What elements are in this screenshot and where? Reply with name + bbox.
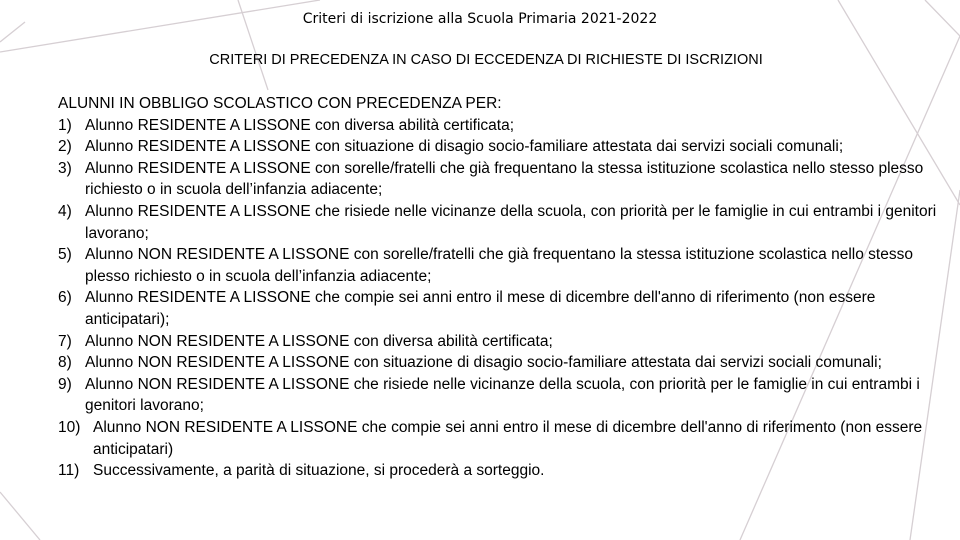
criteria-text: Alunno RESIDENTE A LISSONE con situazione di disagio socio-familiare attestata dai servizi sociali comunali; <box>85 138 844 156</box>
criteria-number: 11) <box>58 462 80 480</box>
criteria-text: Successivamente, a parità di situazione, si procederà a sorteggio. <box>93 462 545 480</box>
criteria-item <box>58 287 938 330</box>
criteria-item <box>58 136 938 158</box>
criteria-item <box>58 460 938 482</box>
criteria-number: 1) <box>58 116 72 134</box>
criteria-item <box>58 331 938 353</box>
criteria-text: Alunno NON RESIDENTE A LISSONE che risiede nelle vicinanze della scuola, con priorità per le famiglie in cui entrambi i genitori lavorano; <box>85 375 920 415</box>
criteria-text: Alunno NON RESIDENTE A LISSONE che compie sei anni entro il mese di dicembre dell'anno di riferimento (non essere anticipatari) <box>93 418 923 458</box>
criteria-text: Alunno RESIDENTE A LISSONE che compie sei anni entro il mese di dicembre dell'anno di riferimento (non essere anticipatari); <box>85 289 876 328</box>
criteria-item <box>58 201 938 244</box>
criteria-number: 2) <box>58 138 72 156</box>
criteria-list <box>58 115 938 482</box>
criteria-number: 4) <box>58 202 72 220</box>
criteria-number: 6) <box>58 289 72 307</box>
criteria-content <box>58 93 938 482</box>
criteria-heading: ALUNNI IN OBBLIGO SCOLASTICO CON PRECEDENZA PER: <box>58 95 502 112</box>
criteria-item <box>58 417 938 460</box>
criteria-text: Alunno NON RESIDENTE A LISSONE con situazione di disagio socio-familiare attestata dai servizi sociali comunali; <box>85 354 882 372</box>
criteria-item <box>58 115 938 137</box>
criteria-text: Alunno NON RESIDENTE A LISSONE con sorelle/fratelli che già frequentano la stessa istituzione scolastica nello stesso plesso richiesto o in scuola dell’infanzia adiacente; <box>85 246 913 285</box>
criteria-text: Alunno RESIDENTE A LISSONE con diversa abilità certificata; <box>85 116 515 134</box>
criteria-text: Alunno RESIDENTE A LISSONE che risiede nelle vicinanze della scuola, con priorità per le famiglie in cui entrambi i genitori lavorano; <box>85 202 937 242</box>
page-title: Criteri di iscrizione alla Scuola Primaria 2021-2022 <box>302 11 658 27</box>
criteria-item <box>58 374 938 417</box>
page-subtitle: CRITERI DI PRECEDENZA IN CASO DI ECCEDENZA DI RICHIESTE DI ISCRIZIONI <box>209 52 763 68</box>
criteria-text: Alunno NON RESIDENTE A LISSONE con diversa abilità certificata; <box>85 332 553 350</box>
criteria-number: 10) <box>58 418 81 436</box>
criteria-text: Alunno RESIDENTE A LISSONE con sorelle/fratelli che già frequentano la stessa istituzione scolastica nello stesso plesso richiesto o in scuola dell’infanzia adiacente; <box>85 159 924 199</box>
criteria-item <box>58 352 938 374</box>
criteria-number: 3) <box>58 159 72 177</box>
criteria-number: 5) <box>58 246 72 264</box>
criteria-item <box>58 158 938 201</box>
criteria-item <box>58 244 938 287</box>
criteria-number: 8) <box>58 354 72 372</box>
criteria-number: 9) <box>58 375 72 393</box>
criteria-number: 7) <box>58 332 72 350</box>
